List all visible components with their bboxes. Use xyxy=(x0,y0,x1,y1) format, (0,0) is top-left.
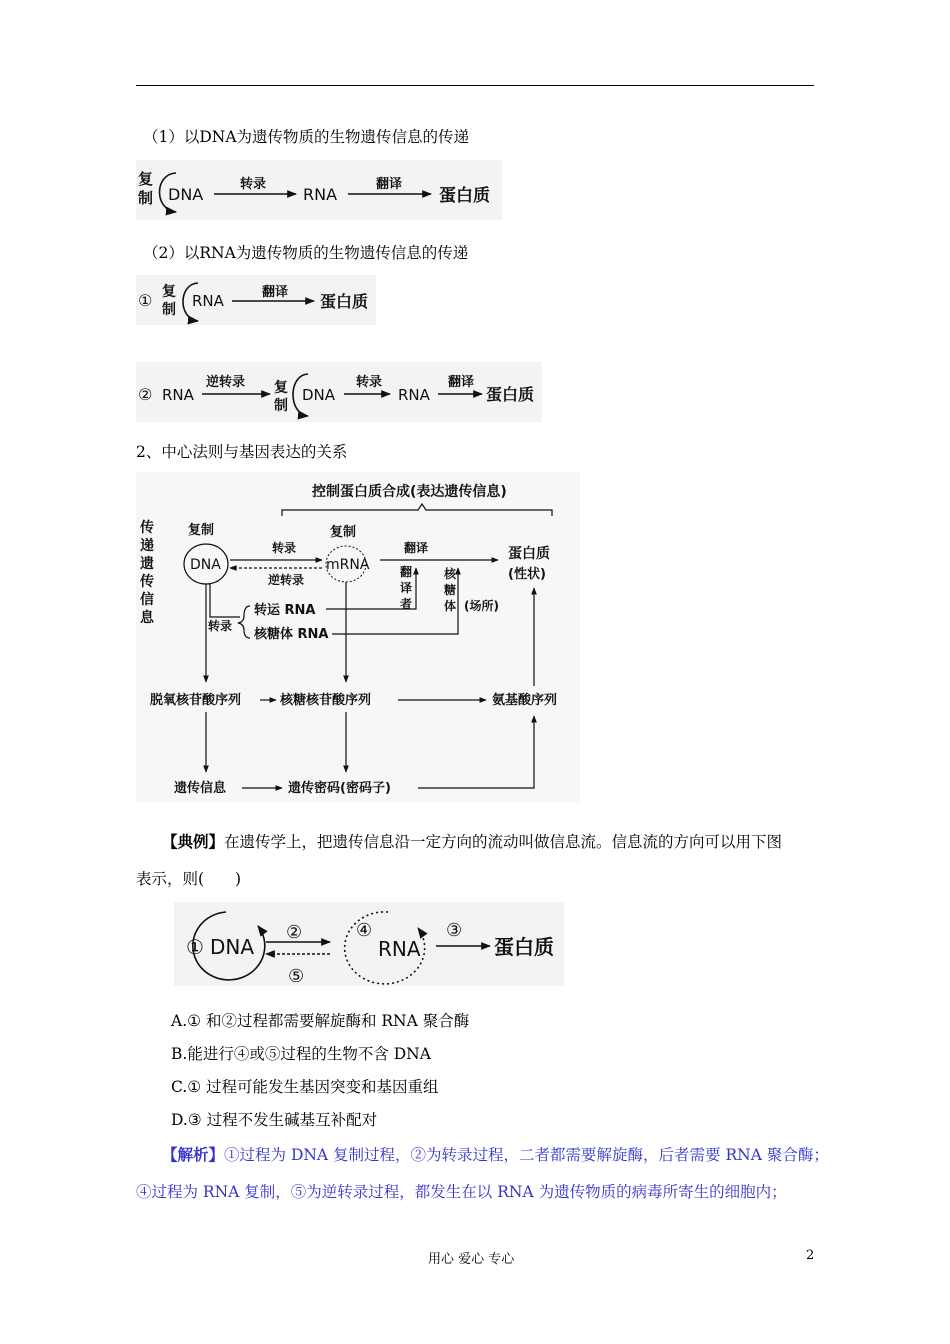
brace-icon xyxy=(238,606,250,638)
zhuanlu-label: 转录 xyxy=(272,541,297,555)
fuzhi-rna-label: 复制 xyxy=(330,525,357,540)
trait-label: (性状) xyxy=(508,567,546,582)
analysis-text-1: ①过程为 DNA 复制过程，②为转录过程，二者都需要解旋酶，后者需要 RNA 聚合酶； xyxy=(224,1146,829,1164)
rna-replication-diagram xyxy=(136,275,376,325)
num-5: ⑤ xyxy=(288,966,305,986)
analysis-text-2: ④过程为 RNA 复制，⑤为逆转录过程，都发生在以 RNA 为遗传物质的病毒所寄生的细胞内； xyxy=(136,1183,787,1201)
code-to-amino-arrow xyxy=(418,716,534,788)
protein-label: 蛋白质 xyxy=(486,385,535,404)
central-dogma-diagram xyxy=(136,472,580,802)
fuzhi-top-char: 复 xyxy=(274,380,288,396)
ribosome-char-2: 糖 xyxy=(444,583,457,597)
fanyi-label: 翻译 xyxy=(448,375,475,390)
amino-seq-label: 氨基酸序列 xyxy=(492,693,558,708)
section1-heading: （1）以DNA为遗传物质的生物遗传信息的传递 xyxy=(143,128,470,146)
side-label-char-3: 遗 xyxy=(140,556,154,572)
ribosome-char-3: 体 xyxy=(444,599,457,613)
site-label: (场所) xyxy=(464,599,499,613)
rna-label: RNA xyxy=(378,937,421,961)
example-label: 【典例】 xyxy=(162,832,225,851)
fanyi-label: 翻译 xyxy=(262,285,289,300)
mrna-label: mRNA xyxy=(326,557,370,573)
option-b: B.能进行④或⑤过程的生物不含 DNA xyxy=(171,1045,431,1063)
page-number: 2 xyxy=(806,1248,815,1263)
side-label-char-5: 信 xyxy=(140,592,154,608)
example-line1 xyxy=(162,831,782,853)
fuzhi-top-char: 复 xyxy=(162,284,176,300)
num-4: ④ xyxy=(356,920,373,941)
num-circle-1: ① xyxy=(138,291,153,310)
top-label: 控制蛋白质合成(表达遗传信息) xyxy=(312,484,507,500)
genetic-info-label: 遗传信息 xyxy=(174,781,227,796)
section2-heading: （2）以RNA为遗传物质的生物遗传信息的传递 xyxy=(143,244,469,262)
rrna-label: 核糖体 RNA xyxy=(254,627,329,642)
reverse-transcription-diagram xyxy=(136,362,542,422)
protein-label: 蛋白质 xyxy=(320,292,369,311)
fuzhi-dna-label: 复制 xyxy=(188,523,215,538)
dna-label: DNA xyxy=(190,557,221,573)
rna-label: RNA xyxy=(192,292,224,310)
side-label-char-1: 传 xyxy=(140,520,154,536)
option-d: D.③ 过程不发生碱基互补配对 xyxy=(171,1111,378,1129)
zhuanlu2-label: 转录 xyxy=(208,619,233,633)
example-text-2: 表示，则( ) xyxy=(136,870,242,888)
rna-mid-label: RNA xyxy=(398,386,430,404)
fuzhi-bottom-char: 制 xyxy=(138,189,154,207)
protein-label: 蛋白质 xyxy=(494,935,554,959)
protein-label: 蛋白质 xyxy=(508,546,550,562)
protein-label: 蛋白质 xyxy=(439,186,490,206)
analysis-line1 xyxy=(162,1144,829,1166)
num-circle-2: ② xyxy=(138,385,153,404)
fanyi-label: 翻译 xyxy=(404,541,429,555)
trna-branch-line xyxy=(210,584,240,617)
top-brace xyxy=(282,504,552,516)
analysis-label: 【解析】 xyxy=(162,1145,225,1164)
nizhuanlu-label: 逆转录 xyxy=(206,375,246,390)
trna-label: 转运 RNA xyxy=(254,603,316,618)
translator-char-3: 者 xyxy=(400,597,413,611)
ribosome-char-1: 核 xyxy=(444,567,457,581)
header-rule xyxy=(136,85,814,86)
dna-label: DNA xyxy=(302,386,336,404)
dna-flow-diagram xyxy=(136,160,502,220)
rna-label: RNA xyxy=(303,185,338,204)
translator-char-1: 翻 xyxy=(400,565,413,579)
side-label-char-4: 传 xyxy=(140,574,154,590)
info-flow-diagram xyxy=(174,902,564,986)
footer-center: 用心 爱心 专心 xyxy=(428,1252,515,1267)
num-3: ③ xyxy=(446,920,463,941)
option-c: C.① 过程可能发生基因突变和基因重组 xyxy=(171,1078,439,1096)
rrna-to-translation-arrow xyxy=(332,568,458,634)
translator-char-2: 译 xyxy=(400,581,413,595)
fanyi-label: 翻译 xyxy=(376,177,403,192)
zhuanlu-label: 转录 xyxy=(356,375,383,390)
num-1: ① xyxy=(186,935,204,959)
rna-start-label: RNA xyxy=(162,386,194,404)
fuzhi-top-char: 复 xyxy=(138,170,154,188)
side-label-char-6: 息 xyxy=(140,610,154,626)
side-label-char-2: 递 xyxy=(140,538,154,554)
section3-heading: 2、中心法则与基因表达的关系 xyxy=(136,443,348,461)
num-2: ② xyxy=(286,922,303,943)
dna-label: DNA xyxy=(210,935,255,959)
example-text-1: 在遗传学上，把遗传信息沿一定方向的流动叫做信息流。信息流的方向可以用下图 xyxy=(224,833,783,851)
genetic-code-label: 遗传密码(密码子) xyxy=(288,781,391,796)
option-a: A.① 和②过程都需要解旋酶和 RNA 聚合酶 xyxy=(171,1012,470,1030)
ribo-seq-label: 核糖核苷酸序列 xyxy=(280,693,372,708)
fuzhi-bottom-char: 制 xyxy=(274,398,288,414)
fuzhi-bottom-char: 制 xyxy=(162,302,176,318)
nizhuanlu-label: 逆转录 xyxy=(268,573,305,587)
zhuanlu-label: 转录 xyxy=(240,177,267,192)
dna-label: DNA xyxy=(168,185,204,204)
deoxy-seq-label: 脱氧核苷酸序列 xyxy=(150,693,242,708)
